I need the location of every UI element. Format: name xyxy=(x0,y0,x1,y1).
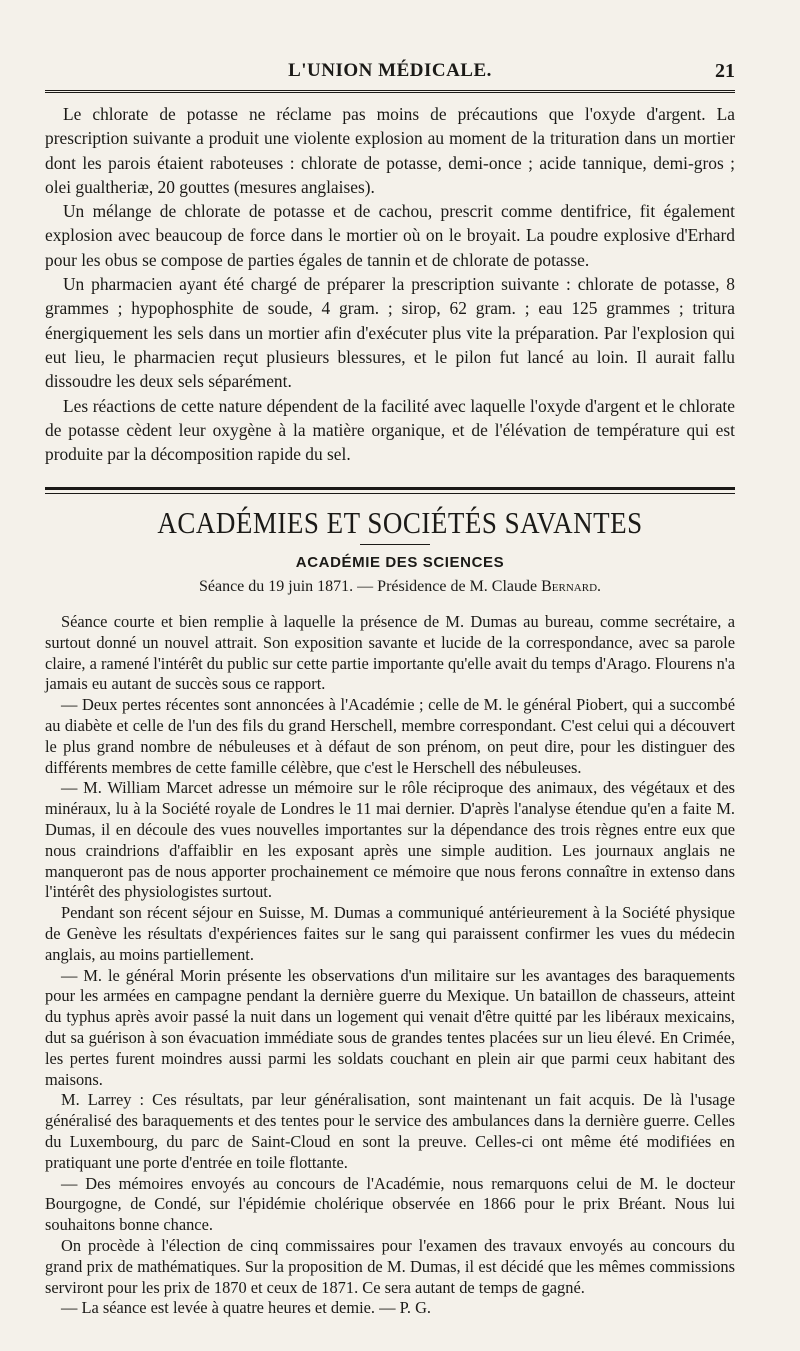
paragraph: — Deux pertes récentes sont annoncées à l'Académie ; celle de M. le général Piobert, qui a succombé au diabète et celle de l'un des fils du grand Herschell, membre correspondant. C'est celui qui a découvert le plus grand nombre de nébuleuses et à défaut de son prénom, on peut dire, pour les distinguer des différents membres de cette famille célèbre, que c'est le Herschell des nébuleuses. xyxy=(45,695,735,777)
title-rule xyxy=(360,544,430,545)
section-subtitle: ACADÉMIE DES SCIENCES xyxy=(295,554,505,571)
paragraph: — M. le général Morin présente les observations d'un militaire sur les avantages des baraquements pour les armées en campagne pendant la dernière guerre du Mexique. Un bataillon de chasseurs, atteint du typhus après avoir passé la nuit dans un logement qui venait d'être quitté par les libéraux mexicains, dut sa guérison à son évacuation immédiate sous de grandes tentes placées sur un lieu élevé. En Crimée, les pertes furent moindres aussi parmi les soldats couchant en plein air que parmi ceux habitant des maisons. xyxy=(45,965,735,1089)
page-header xyxy=(45,56,735,93)
paragraph: Séance courte et bien remplie à laquelle la présence de M. Dumas au bureau, comme secrétaire, a surtout donné un nouvel attrait. Son exposition savante et lucide de la correspondance, avec sa parole claire, a ramené l'intérêt du public sur cette partie importante qu'elle avait du temps d'Arago. Flourens n'a jamais eu autant de succès sous ce rapport. xyxy=(45,612,735,694)
paragraph: — Des mémoires envoyés au concours de l'Académie, nous remarquons celui de M. le docteur Bourgogne, de Condé, sur l'épidémie cholérique observée en 1866 pour le prix Bréant. Nous lui souhaitons bonne chance. xyxy=(45,1173,735,1235)
section-divider-thin xyxy=(45,493,735,494)
session-line xyxy=(0,578,800,596)
academy-report xyxy=(45,612,735,1319)
page-number: 21 xyxy=(715,60,735,82)
paragraph: M. Larrey : Ces résultats, par leur généralisation, sont maintenant un fait acquis. De là l'usage généralisé des baraquements et des tentes pour le service des ambulances dans la dernière guerre. Celles du Luxembourg, du parc de Saint-Cloud en sont la preuve. Celles-ci ont même été modifiées en pratiquant une porte d'entrée en toile flottante. xyxy=(45,1090,735,1172)
paragraph: Les réactions de cette nature dépendent de la facilité avec laquelle l'oxyde d'argent et le chlorate de potasse cèdent leur oxygène à la matière organique, et de l'élévation de température qui est produite par la décomposition rapide du sel. xyxy=(45,395,735,465)
section-divider xyxy=(45,487,735,490)
article-continuation xyxy=(45,102,735,466)
running-title: L'UNION MÉDICALE. xyxy=(288,60,492,81)
paragraph: — La séance est levée à quatre heures et demie. — P. G. xyxy=(61,1298,432,1318)
session-prefix: Séance du 19 juin 1871. — Présidence de M. Claude xyxy=(198,578,542,595)
paragraph: Pendant son récent séjour en Suisse, M. Dumas a communiqué antérieurement à la Société physique de Genève les résultats d'expériences faites sur le sang qui paraissent confirmer les vues du médecin anglais, au moins partiellement. xyxy=(45,903,735,964)
paragraph: Un mélange de chlorate de potasse et de cachou, prescrit comme dentifrice, fit également explosion avec beaucoup de force dans le mortier où on le broyait. La poudre explosive d'Erhard pour les obus se compose de parties égales de tannin et de chlorate de potasse. xyxy=(45,201,735,270)
paragraph: Un pharmacien ayant été chargé de préparer la prescription suivante : chlorate de potasse, 8 grammes ; hypophosphite de soude, 4 gram. ; sirop, 62 gram. ; eau 125 grammes ; tritura énergiquement les sels dans un mortier afin d'exécuter plus vite la préparation. Par l'explosion qui eut lieu, le pharmacien reçut plusieurs blessures, et le pilon fut lancé au loin. Il aurait fallu dissoudre les deux sels séparément. xyxy=(45,274,735,392)
paragraph: Le chlorate de potasse ne réclame pas moins de précautions que l'oxyde d'argent. La prescription suivante a produit une violente explosion au moment de la trituration dans un mortier dont les parois étaient raboteuses : chlorate de potasse, demi-once ; acide tannique, demi-gros ; olei gualtheriæ, 20 gouttes (mesures anglaises). xyxy=(45,104,735,197)
section-title: ACADÉMIES ET SOCIÉTÉS SAVANTES xyxy=(157,506,643,540)
paragraph: — M. William Marcet adresse un mémoire sur le rôle réciproque des animaux, des végétaux et des minéraux, lu à la Société royale de Londres le 11 mai dernier. D'après l'analyse étendue qu'en a faite M. Dumas, il en découle des vues nouvelles importantes sur la dépendance des trois règnes entre eux que nous craindrions d'affaiblir en les exposant après une simple audition. Les journaux anglais ne manqueront pas de nous apporter prochainement ce mémoire que nous ferons connaître in extenso dans l'intérêt des physiologistes surtout. xyxy=(45,778,735,902)
session-president: Bernard xyxy=(541,578,598,595)
session-suffix: . xyxy=(597,578,602,595)
paragraph: On procède à l'élection de cinq commissaires pour l'examen des travaux envoyés au concours du grand prix de mathématiques. Sur la proposition de M. Dumas, il est décidé que les mêmes commissions serviront pour les prix de 1870 et ceux de 1871. Ce sera autant de temps de gagné. xyxy=(45,1235,735,1297)
